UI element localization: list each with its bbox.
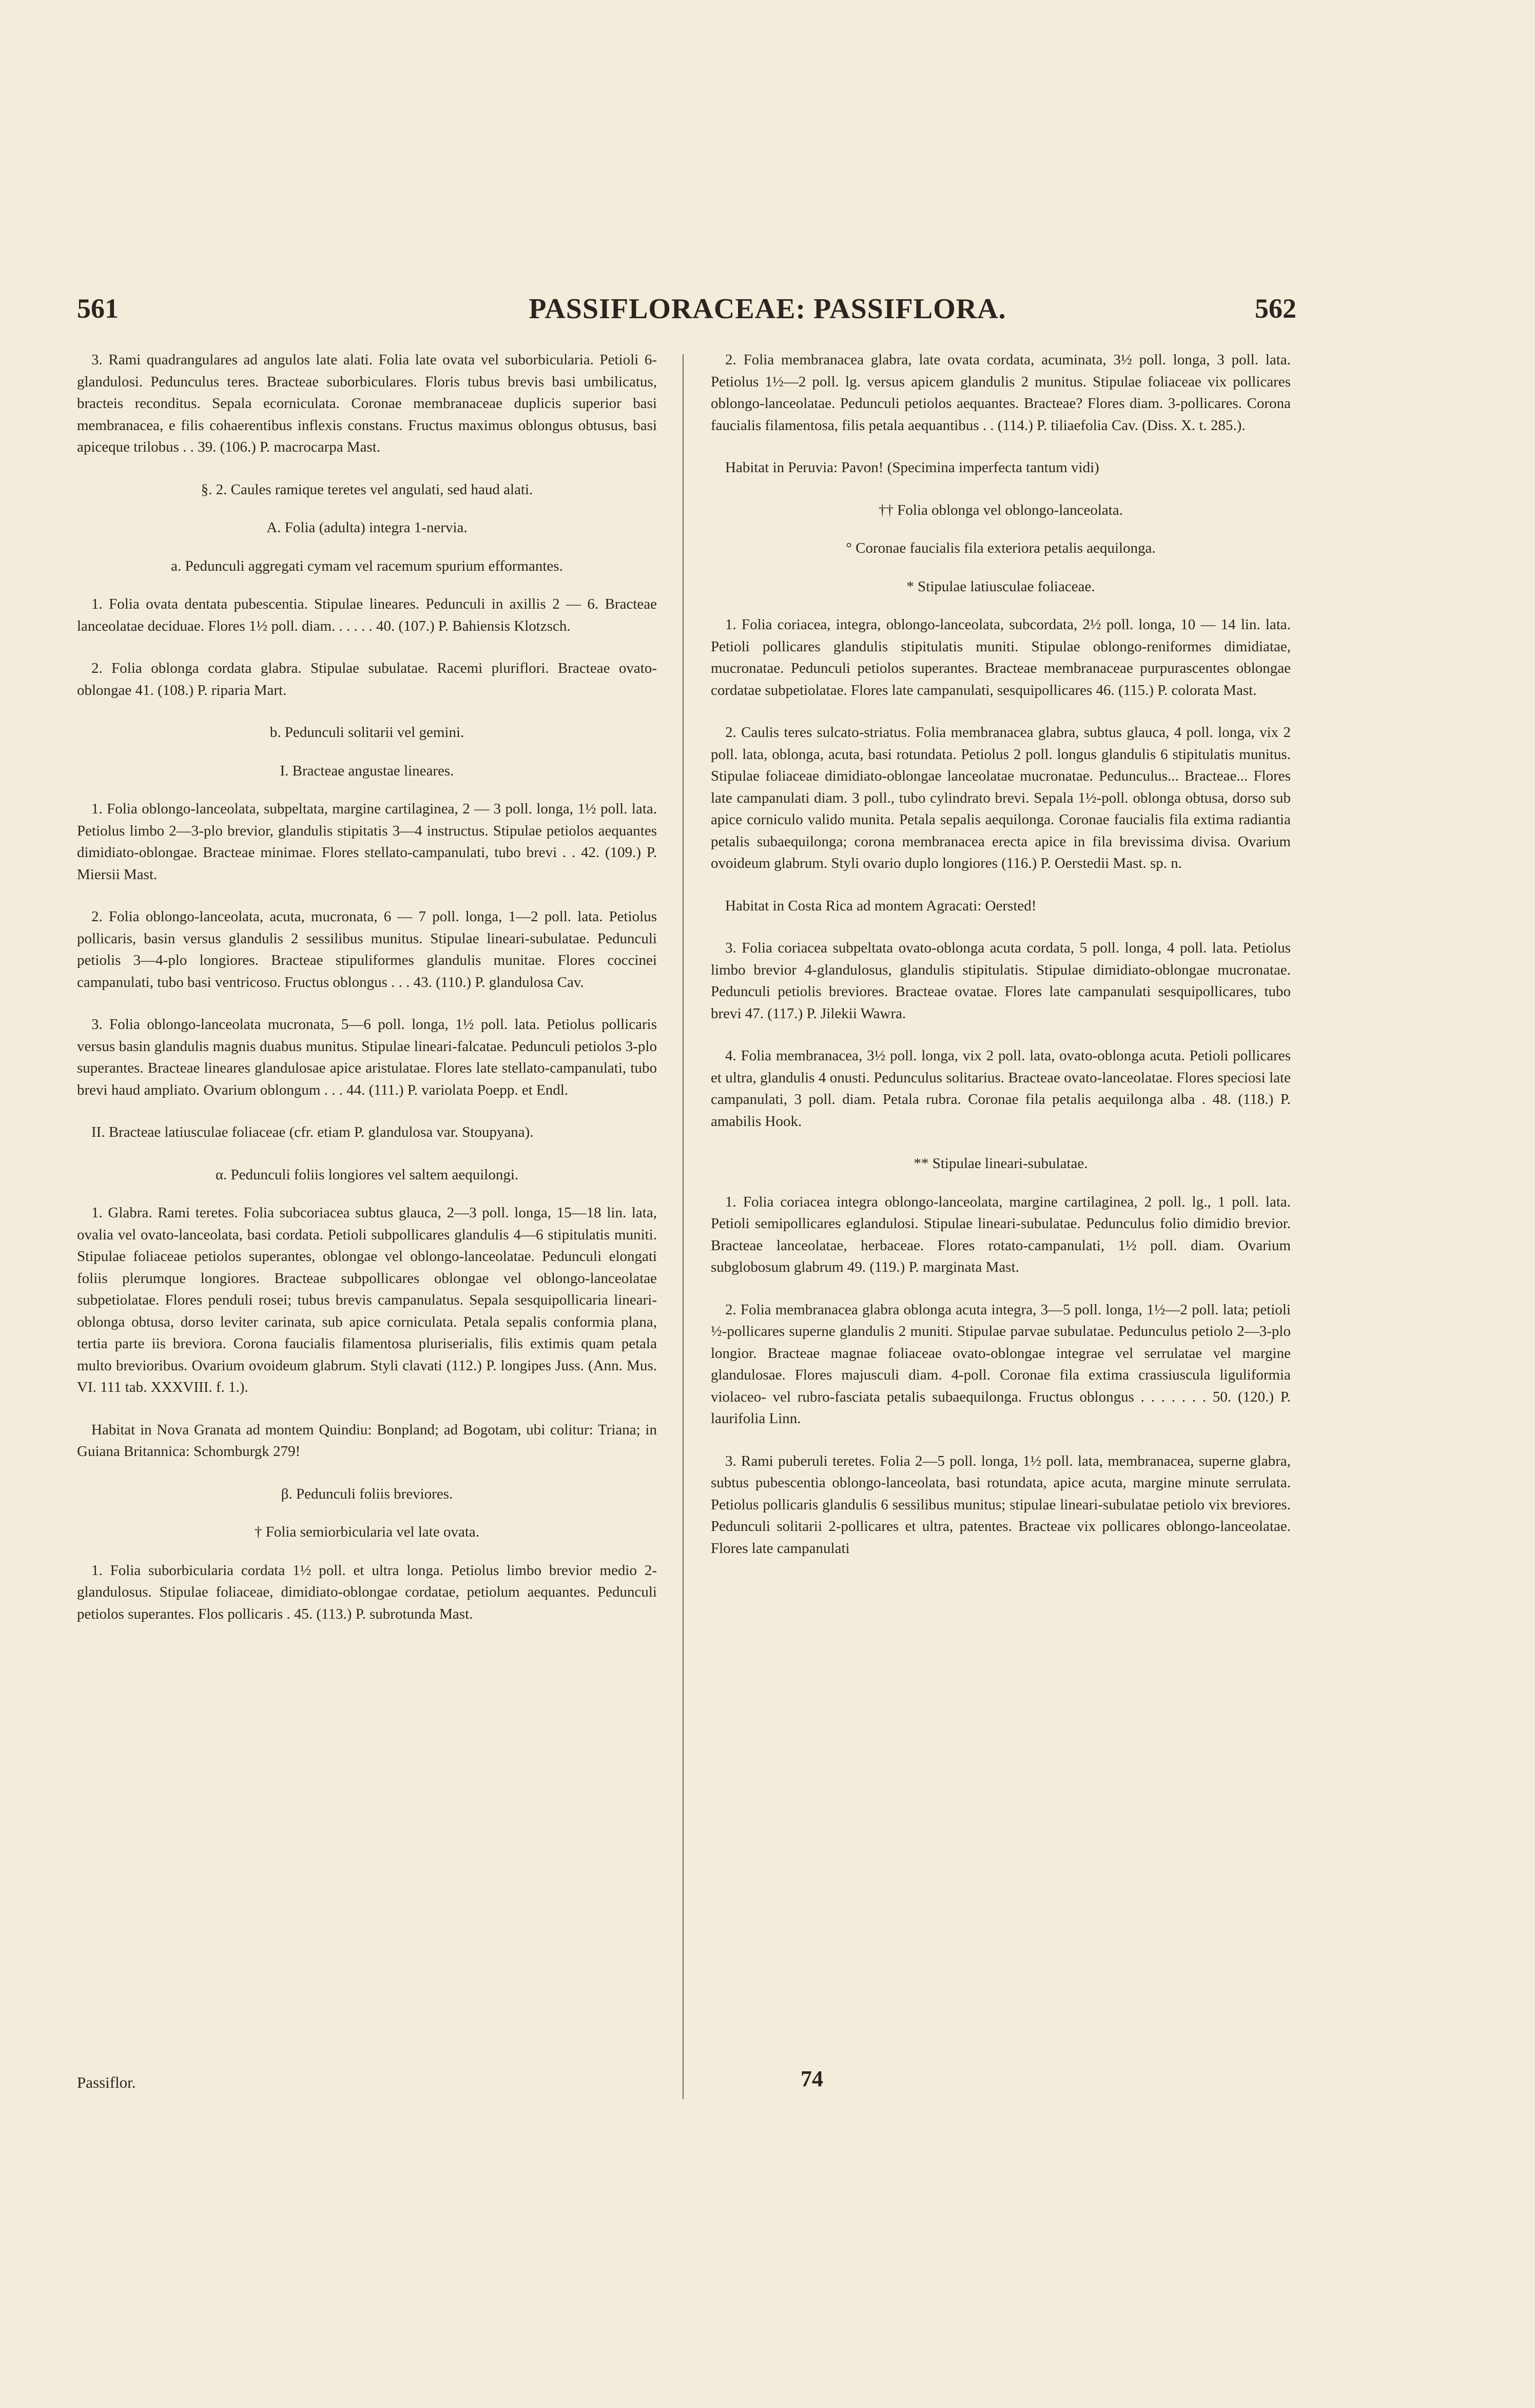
paragraph: Habitat in Nova Granata ad montem Quindiu: Bonpland; ad Bogotam, ubi colitur: Triana; in Guiana Britannica: Schomburgk 279! <box>77 1421 657 1460</box>
paragraph: 2. Folia oblongo-lanceolata, acuta, mucronata, 6 — 7 poll. longa, 1—2 poll. lata. Petiolus pollicaris, basin versus glandulis 2 sessilibus munitus. Stipulae lineari-subulatae. Pedunculi petiolis 3—4-plo longiores. Bracteae stipuliformes glandulis munitae. Flores coccinei campanulati, tubo basi ventricoso. Fructus oblongus . . . 43. (110.) P. glandulosa Cav. <box>77 908 657 991</box>
subheading: a. Pedunculi aggregati cymam vel racemum spurium efformantes. <box>171 557 563 574</box>
paragraph: 1. Folia oblongo-lanceolata, subpeltata, margine cartilaginea, 2 — 3 poll. longa, 1½ poll. lata. Petiolus limbo 2—3-plo brevior, glandulis stipitatis 3—4 instructus. Stipulae petiolos aequantes dimidiato-oblongae. Bracteae minimae. Flores stellato-campanulati, tubo brevi . . 42. (109.) P. Miersii Mast. <box>77 801 657 883</box>
paragraph: 2. Folia oblonga cordata glabra. Stipulae subulatae. Racemi pluriflori. Bracteae ovato-oblongae 41. (108.) P. riparia Mart. <box>77 660 657 698</box>
paragraph: 1. Folia ovata dentata pubescentia. Stipulae lineares. Pedunculi in axillis 2 — 6. Bracteae lanceolatae deciduae. Flores 1½ poll. diam. . . . . . 40. (107.) P. Bahiensis Klotzsch. <box>77 596 657 634</box>
column-divider <box>683 354 684 2099</box>
paragraph: 2. Caulis teres sulcato-striatus. Folia membranacea glabra, subtus glauca, 4 poll. longa, vix 2 poll. lata, oblonga, acuta, basi rotundata. Petiolus 2 poll. longus glandulis 6 stipitulatis munitus. Stipulae foliaceae dimidiato-oblongae lanceolatae mucronatae. Pedunculus... Bracteae... Flores late campanulati diam. 3 poll., tubo cylindrato brevi. Sepala 1½-poll. oblonga obtusa, dorso sub apice corniculo valido munita. Petala sepalis aequilonga. Coronae faucialis fila extima radiantia petalis subaequilonga; corona membranacea erecta apice in fila brevissima divisa. Ovarium ovoideum glabrum. Styli ovario duplo longiores (116.) P. Oerstedii Mast. sp. n. <box>711 724 1291 871</box>
subheading: β. Pedunculi foliis breviores. <box>281 1485 453 1502</box>
subheading: §. 2. Caules ramique teretes vel angulati, sed haud alati. <box>201 481 533 498</box>
signature-mark: Passiflor. <box>77 2073 136 2091</box>
subheading: † Folia semiorbicularia vel late ovata. <box>254 1524 480 1540</box>
paragraph: 1. Glabra. Rami teretes. Folia subcoriacea subtus glauca, 2—3 poll. longa, 15—18 lin. lata, ovalia vel ovato-lanceolata, basi cordata. Petioli subpollicares glandulis 4—6 stipitulatis muniti. Stipulae foliaceae petiolos superantes, oblongae vel oblongo-lanceolatae. Pedunculi elongati foliis plerumque longiores. Bracteae subpollicares oblongae vel oblongo-lanceolatae subpetiolatae. Flores penduli rosei; tubus brevis campanulatus. Sepala sesquipollicaria lineari-oblonga obtusa, dorso leviter carinata, sub apice corniculata. Petala sepalis conformia plana, tertia parte iis breviora. Corona faucialis filamentosa pluriserialis, filis extimis quam petala multo brevioribus. Ovarium ovoideum glabrum. Styli clavati (112.) P. longipes Juss. (Ann. Mus. VI. 111 tab. XXXVIII. f. 1.). <box>77 1205 657 1395</box>
paragraph: 3. Rami quadrangulares ad angulos late alati. Folia late ovata vel suborbicularia. Petioli 6-glandulosi. Pedunculus teres. Bracteae suborbiculares. Floris tubus brevis basi umbilicatus, bracteis reconditus. Sepala ecorniculata. Coronae membranaceae duplicis superior basi membranacea, e filis cohaerentibus inflexis constans. Fructus maximus oblongus obtusus, basi apiceque trilobus . . 39. (106.) P. macrocarpa Mast. <box>77 352 657 455</box>
left-column <box>77 349 657 1645</box>
page-number-left: 561 <box>77 293 119 324</box>
sheet-number: 74 <box>801 2066 823 2091</box>
paragraph: II. Bracteae latiusculae foliaceae (cfr. etiam P. glandulosa var. Stoupyana). <box>91 1124 534 1140</box>
paragraph: 1. Folia coriacea integra oblongo-lanceolata, margine cartilaginea, 2 poll. lg., 1 poll. lata. Petioli semipollicares eglandulosi. Stipulae lineari-subulatae. Pedunculus folio dimidio brevior. Bracteae lanceolatae, herbaceae. Flores rotato-campanulati, 1½ poll. diam. Ovarium subglobosum glabrum 49. (119.) P. marginata Mast. <box>711 1193 1291 1275</box>
paragraph: 4. Folia membranacea, 3½ poll. longa, vix 2 poll. lata, ovato-oblonga acuta. Petioli pollicares et ultra, glandulis 4 onusti. Pedunculus solitarius. Bracteae ovato-lanceolatae. Flores speciosi late campanulati, 3 poll. diam. Petala rubra. Coronae fila petalis aequilonga alba . 48. (118.) P. amabilis Hook. <box>711 1047 1291 1130</box>
paragraph: 3. Rami puberuli teretes. Folia 2—5 poll. longa, 1½ poll. lata, membranacea, superne glabra, subtus pubescentia oblongo-lanceolata, basi rotundata, apice acuta, margine minute serrulata. Petiolus pollicaris glandulis 6 sessilibus munitus; stipulae lineari-subulatae petiolo vix breviores. Pedunculi solitarii 2-pollicares et ultra, patentes. Bracteae vix pollicares oblongo-lanceolatae. Flores late campanulati <box>711 1452 1291 1557</box>
subheading: A. Folia (adulta) integra 1-nervia. <box>266 519 468 536</box>
subheading: †† Folia oblonga vel oblongo-lanceolata. <box>879 501 1123 518</box>
paragraph: 2. Folia membranacea glabra, late ovata cordata, acuminata, 3½ poll. longa, 3 poll. lata. Petiolus 1½—2 poll. lg. versus apicem glandulis 2 munitus. Stipulae foliaceae vix pollicares oblongo-lanceolatae. Pedunculi petiolos aequantes. Bracteae? Flores diam. 3-pollicares. Corona faucialis filamentosa, filis petala aequantibus . . (114.) P. tiliaefolia Cav. (Diss. X. t. 285.). <box>711 352 1291 434</box>
subheading: ** Stipulae lineari-subulatae. <box>914 1155 1088 1172</box>
paragraph: 1. Folia coriacea, integra, oblongo-lanceolata, subcordata, 2½ poll. longa, 10 — 14 lin. lata. Petioli pollicares glandulis stipitulatis muniti. Stipulae oblongo-reniformes dimidiatae, mucronatae. Pedunculi petiolos superantes. Bracteae membranaceae purpurascentes oblongae cordatae subpetiolatae. Flores late campanulati, sesquipollicares 46. (115.) P. colorata Mast. <box>711 616 1291 698</box>
right-column <box>711 349 1291 1580</box>
paragraph: 3. Folia coriacea subpeltata ovato-oblonga acuta cordata, 5 poll. longa, 4 poll. lata. Petiolus limbo brevior 4-glandulosus, glandulis stipitulatis. Stipulae dimidiato-oblongae mucronatae. Pedunculi petiolis breviores. Bracteae ovatae. Flores late campanulati sesquipollicares, tubo brevi 47. (117.) P. Jilekii Wawra. <box>711 940 1291 1022</box>
subheading: I. Bracteae angustae lineares. <box>280 762 454 779</box>
paragraph: 2. Folia membranacea glabra oblonga acuta integra, 3—5 poll. longa, 1½—2 poll. lata; petioli ½-pollicares superne glandulis 2 muniti. Stipulae parvae subulatae. Pedunculus petiolo 2—3-plo longior. Bracteae magnae foliaceae ovato-oblongae integrae vel serrulatae vel margine glandulosae. Flores majusculi diam. 4-poll. Coronae fila extima crassiuscula liguliformia violaceo- vel rubro-fasciata petalis subaequilonga. Fructus oblongus . . . . . . . 50. (120.) P. laurifolia Linn. <box>711 1301 1291 1427</box>
subheading: α. Pedunculi foliis longiores vel saltem aequilongi. <box>215 1166 519 1183</box>
paragraph: 3. Folia oblongo-lanceolata mucronata, 5—6 poll. longa, 1½ poll. lata. Petiolus pollicaris versus basin glandulis magnis duabus munitus. Stipulae lineari-falcatae. Pedunculi petiolos 3-plo superantes. Bracteae lineares glandulosae apice aristulatae. Flores late stellato-campanulati, tubo brevi haud ampliato. Ovarium oblongum . . . 44. (111.) P. variolata Poepp. et Endl. <box>77 1016 657 1098</box>
subheading: * Stipulae latiusculae foliaceae. <box>906 578 1095 595</box>
subheading: ° Coronae faucialis fila exteriora petalis aequilonga. <box>846 540 1156 556</box>
paragraph: 1. Folia suborbicularia cordata 1½ poll. et ultra longa. Petiolus limbo brevior medio 2-glandulosus. Stipulae foliaceae, dimidiato-oblongae cordatae, petiolum aequantes. Pedunculi petiolos superantes. Flos pollicaris . 45. (113.) P. subrotunda Mast. <box>77 1562 657 1622</box>
paragraph: Habitat in Costa Rica ad montem Agracati: Oersted! <box>725 897 1037 914</box>
page-number-right: 562 <box>1255 293 1296 324</box>
running-title: PASSIFLORACEAE: PASSIFLORA. <box>529 293 1006 325</box>
subheading: b. Pedunculi solitarii vel gemini. <box>269 724 464 741</box>
paragraph: Habitat in Peruvia: Pavon! (Specimina imperfecta tantum vidi) <box>725 459 1099 476</box>
